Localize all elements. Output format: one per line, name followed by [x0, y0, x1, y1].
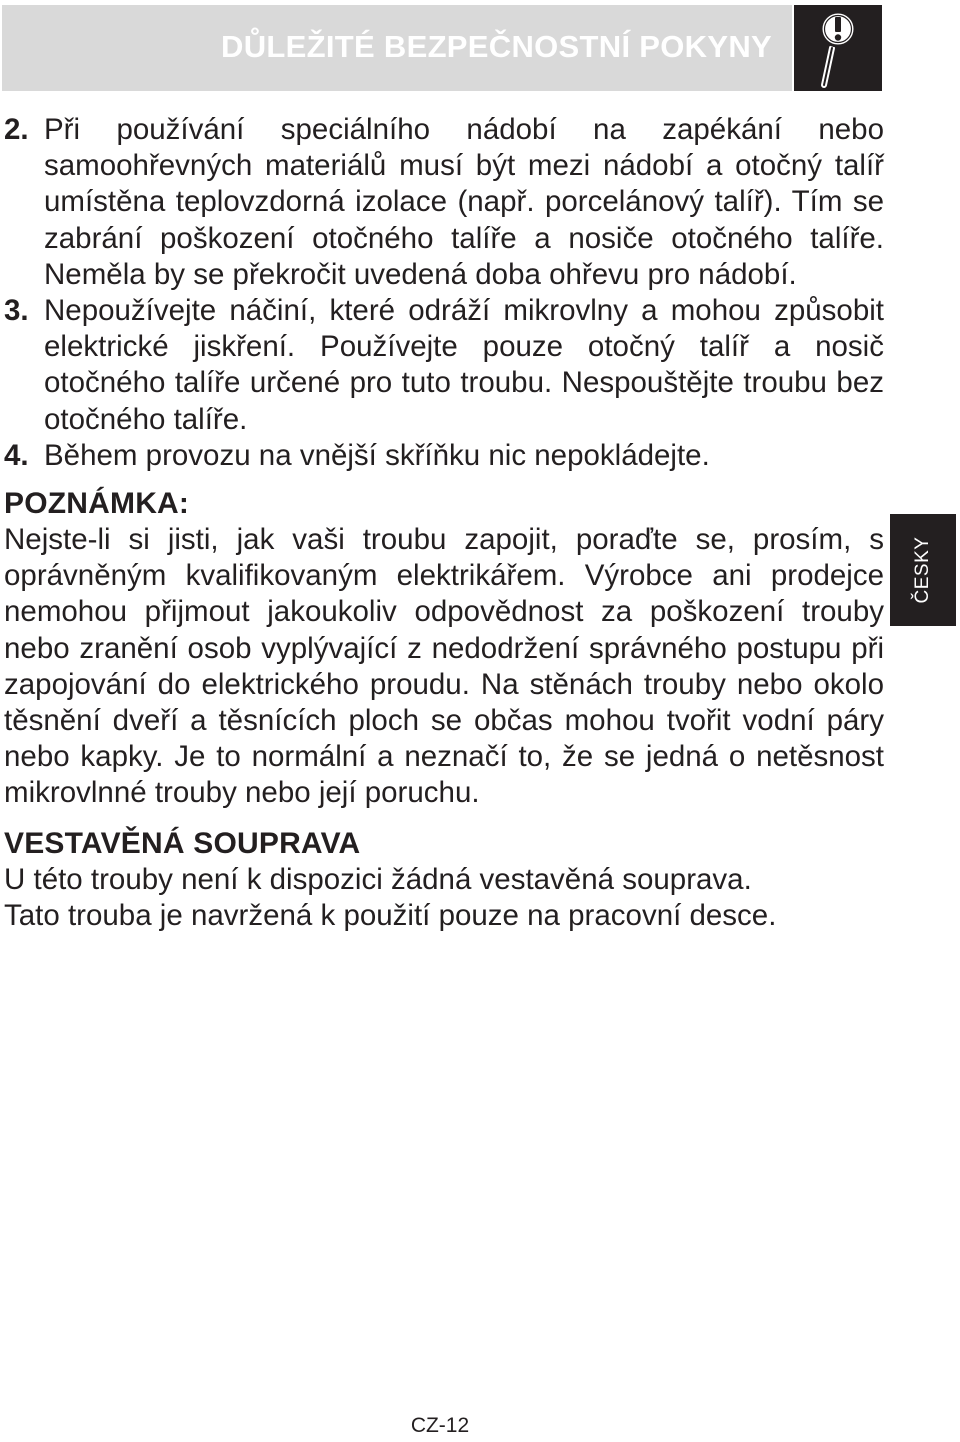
item-text: Během provozu na vnější skříňku nic nepokládejte.	[44, 438, 710, 472]
item-text: Nepoužívejte náčiní, které odráží mikrovlny a mohou způsobit elektrické jiskření. Používejte pouze otočný talíř a nosič otočného talíře určené pro tuto troubu. Nespouštějte troubu bez otočného talíře.	[44, 294, 884, 436]
page-number: CZ-12	[410, 1414, 470, 1437]
builtin-kit-line: U této trouby není k dispozici žádná vestavěná souprava.	[4, 862, 752, 896]
language-tab-label: ČESKY	[912, 536, 933, 604]
item-number: 3.	[4, 294, 29, 328]
item-number: 2.	[4, 113, 29, 146]
list-item	[4, 438, 884, 474]
builtin-kit-heading: VESTAVĚNÁ SOUPRAVA	[4, 826, 361, 860]
item-text: Při používání speciálního nádobí na zapékání nebo samoohřevných materiálů musí být mezi nádobí a otočný talíř umístěna teplovzdorná izolace (např. porcelánový talíř). Tím se zabrání poškození otočného talíře a nosiče otočného talíře. Neměla by se překročit uvedená doba ohřevu pro nádobí.	[44, 113, 884, 291]
page-title: DŮLEŽITÉ BEZPEČNOSTNÍ POKYNY	[221, 29, 772, 64]
content	[4, 112, 884, 934]
note-heading: POZNÁMKA:	[4, 487, 190, 521]
list-item	[4, 293, 884, 438]
list-item	[4, 112, 884, 293]
info-magnifier-icon	[794, 5, 882, 91]
item-number: 4.	[4, 438, 29, 472]
note-text: Nejste-li si jisti, jak vaši troubu zapojit, poraďte se, prosím, s oprávněným kvalifikovaným elektrikářem. Výrobce ani prodejce nemohou přijmout jakoukoliv odpovědnost za poškození trouby nebo zranění osob vyplývající z nedodržení správného postupu při zapojování do elektrického proudu. Na stěnách trouby nebo okolo těsnění dveří a těsnících ploch se občas mohou tvořit vodní páry nebo kapky. Je to normální a neznačí to, že se jedná o netěsnost mikrovlnné trouby nebo její poruchu.	[4, 523, 884, 810]
builtin-kit-line: Tato trouba je navržená k použití pouze na pracovní desce.	[4, 898, 777, 932]
header-bar	[2, 5, 792, 91]
language-tab	[890, 514, 956, 626]
header-icon-box	[794, 5, 882, 91]
